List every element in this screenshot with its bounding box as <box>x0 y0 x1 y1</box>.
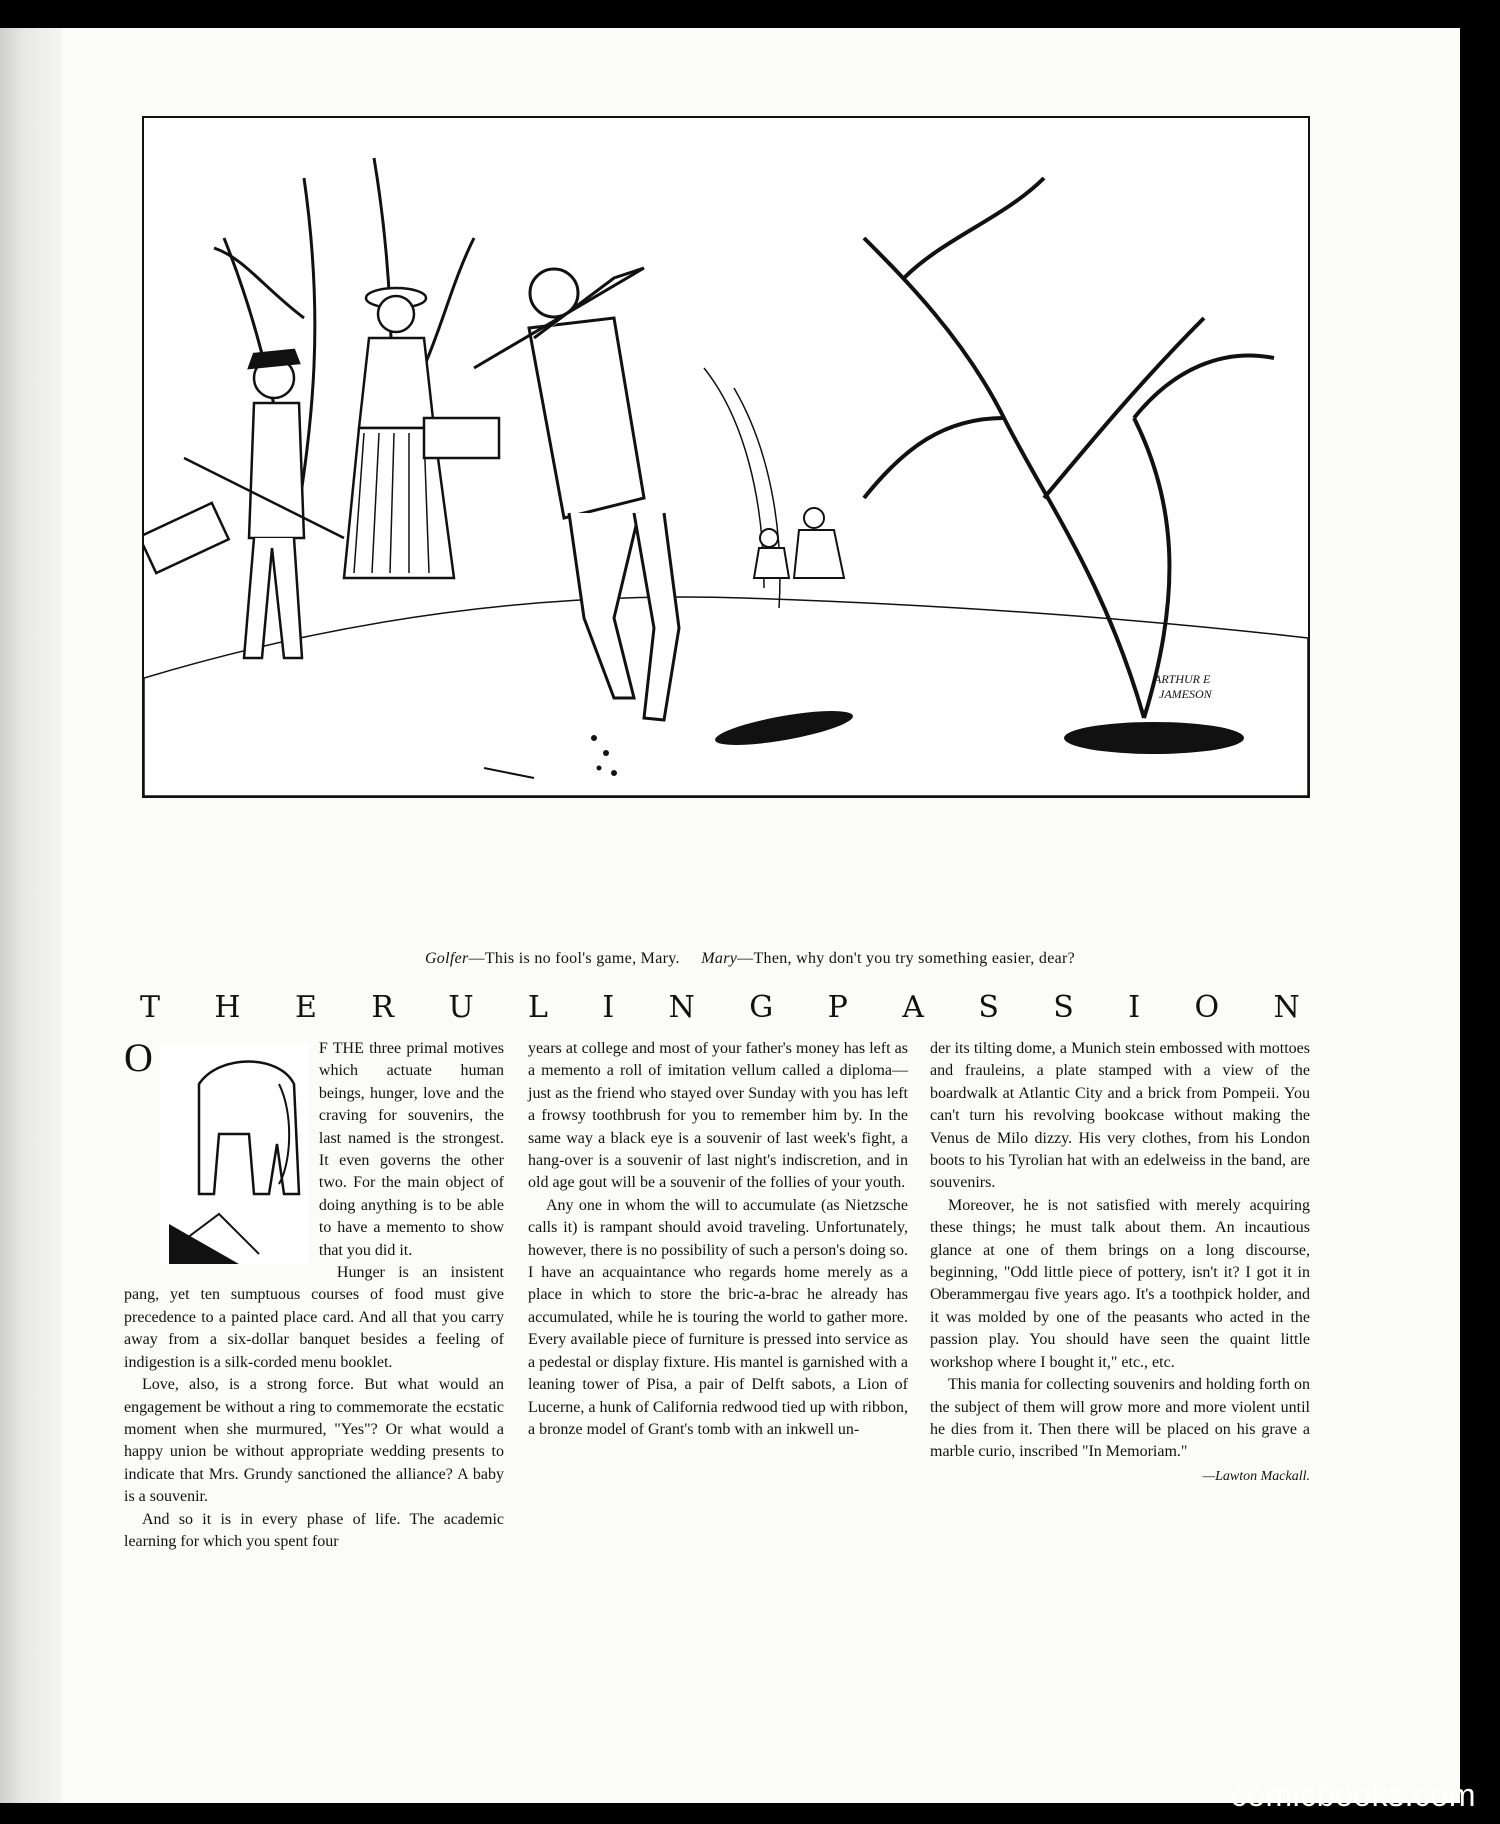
paragraph-8: Moreover, he is not satisfied with merely acquiring these things; he must talk about them. An incautious glance at one of them brings on a long discourse, beginning, "Odd little piece of pottery, isn't it? I got it in Oberammergau five years ago. It's a toothpick holder, and it was molded by one of the peasants who acted in the passion play. You should have seen the quaint little workshop where I bought it," etc., etc. <box>930 1196 1310 1371</box>
title-letter: E <box>295 990 317 1025</box>
title-letter: T <box>140 990 161 1025</box>
paragraph-7: der its tilting dome, a Munich stein embossed with mottoes and frauleins, a plate stamped with a view of the boardwalk at Atlantic City and a brick from Pompeii. You can't turn his revolving bookcase without making the Venus de Milo dizzy. His very clothes, from his London boots to his Tyrolian hat with an edelweiss in the band, are souvenirs. <box>930 1040 1310 1192</box>
title-letter: I <box>1128 990 1141 1025</box>
paragraph-4: And so it is in every phase of life. The academic learning for which you spent four <box>124 1510 504 1550</box>
artist-signature-line2: JAMESON <box>1159 687 1212 701</box>
page-binding-edge <box>0 28 63 1803</box>
paragraph-3: Love, also, is a strong force. But what would an engagement be without a ring to commemorate the ecstatic moment when she murmured, "Yes"? Or what would a happy union be without appropriate wedding presents to indicate that Mrs. Grundy sanctioned the alliance? A baby is a souvenir. <box>124 1376 504 1506</box>
title-letter: L <box>528 990 548 1025</box>
drop-cap: O <box>124 1035 153 1080</box>
watermark: comicbooks.com <box>1230 1777 1476 1813</box>
title-letter: G <box>749 990 774 1025</box>
paragraph-2: Hunger is an insistent pang, yet ten sumptuous courses of food must give precedence to a painted place card. And all that you carry away from a six-dollar banquet besides a feeling of indigestion is a silk-corded menu booklet. <box>124 1264 504 1371</box>
paragraph-5: years at college and most of your father's money has left as a memento a roll of imitation vellum called a diploma—just as the friend who stayed over Sunday with you has left a frowsy toothbrush for you to remember him by. In the same way a black eye is a souvenir of last week's fight, a hang-over is a souvenir of last night's indiscretion, and in old age gout will be a souvenir of the follies of your youth. <box>528 1040 908 1192</box>
title-letter: A <box>902 990 924 1025</box>
title-letter: O <box>1194 990 1220 1025</box>
paragraph-1 <box>124 1035 504 1262</box>
byline: —Lawton Mackall. <box>1202 1468 1310 1484</box>
paragraph-9 <box>930 1374 1310 1484</box>
title-letter: P <box>827 990 848 1025</box>
artist-signature-line1: ARTHUR E <box>1154 672 1211 686</box>
title-letter: I <box>602 990 615 1025</box>
title-letter: H <box>214 990 241 1025</box>
caption-mary-speaker: Mary <box>701 950 738 967</box>
illustration-caption <box>130 950 1370 968</box>
golf-illustration <box>142 116 1310 798</box>
article-title <box>140 990 1300 1025</box>
article-column-2 <box>528 1038 908 1441</box>
elephant-sketch <box>159 1044 309 1264</box>
title-letter: N <box>668 990 695 1025</box>
title-letter: R <box>371 990 394 1025</box>
paragraph-9-text: This mania for collecting souvenirs and holding forth on the subject of them will grow more and more violent until he dies from it. Then there will be placed on his grave a marble curio, inscribed "In Memoriam." <box>930 1376 1310 1461</box>
article-column-1 <box>124 1035 504 1553</box>
title-letter: U <box>448 990 474 1025</box>
paragraph-6: Any one in whom the will to accumulate (as Nietzsche calls it) is rampant should avoid traveling. Unfortunately, however, there is no possibility of such a person's doing so. I have an acquaintance who regards home merely as a place in which to store the bric-a-brac he already has accumulated, while he is touring the world to gather more. Every available piece of furniture is pressed into service as a pedestal or display fixture. His mantel is garnished with a leaning tower of Pisa, a pair of Delft sabots, a Lion of Lucerne, a hunk of California redwood tied up with ribbon, a bronze model of Grant's tomb with an inkwell un- <box>528 1196 908 1438</box>
caption-golfer-speaker: Golfer <box>424 950 469 967</box>
paragraph-1-text: F THE three primal motives which actuate human beings, hunger, love and the craving for souvenirs, the last named is the strongest. It even governs the other two. For the main object of doing anything is to be able to have a memento to show that you did it. <box>318 1040 504 1259</box>
caption-golfer-line: —This is no fool's game, Mary. <box>468 950 680 967</box>
title-letter: S <box>1053 990 1074 1025</box>
title-letter: N <box>1273 990 1300 1025</box>
caption-mary-line: —Then, why don't you try something easier, dear? <box>737 950 1076 967</box>
title-letter: S <box>978 990 999 1025</box>
article-column-3 <box>930 1038 1310 1488</box>
